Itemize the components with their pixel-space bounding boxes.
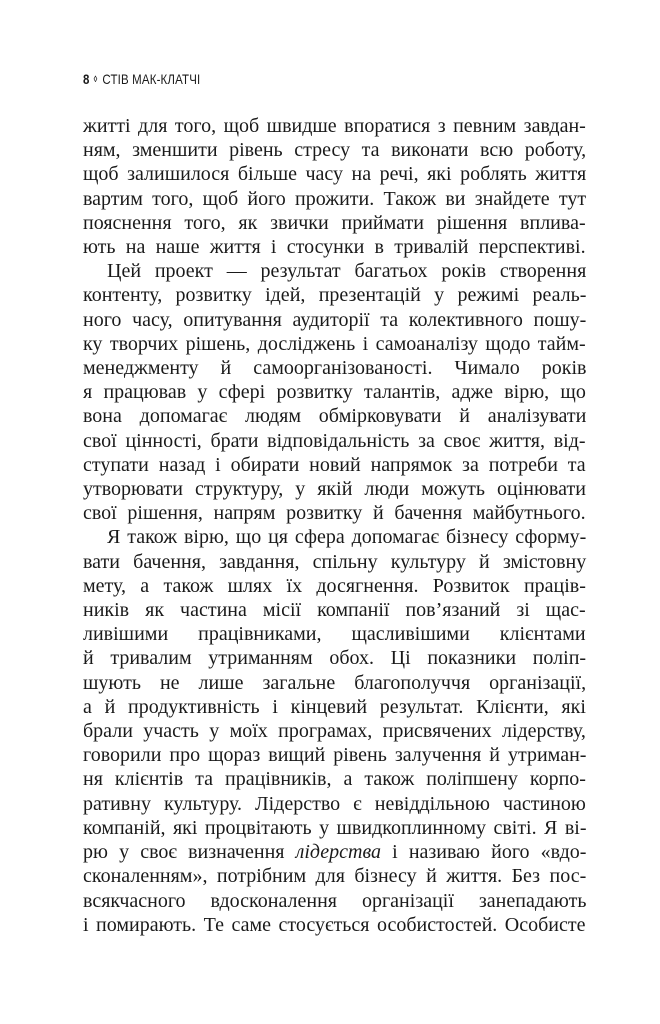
paragraph-1 — [83, 114, 586, 259]
text-line: ного часу, опитування аудиторії та колективного пошу- — [83, 308, 587, 331]
text-line: всякчасного вдосконалення організації занепадають — [83, 889, 587, 912]
paragraph-2 — [83, 259, 586, 525]
text-line: сконаленням», потрібним для бізнесу й життя. Без пос- — [83, 865, 587, 888]
page-number: 8 — [83, 71, 90, 87]
text-line: шують не лише загальне благополуччя організації, — [83, 671, 587, 694]
text-line: пояснення того, як звички приймати рішення вплива- — [83, 211, 586, 234]
text-line: мету, а також шлях їх досягнення. Розвиток праців- — [83, 574, 586, 597]
text-line: й тривалим утриманням обох. Ці показники поліп- — [83, 647, 587, 670]
text-line: говорили про щораз вищий рівень залучення й утриман- — [83, 744, 587, 767]
text-line: а й продуктивність і кінцевий результат. Клієнти, які — [83, 695, 586, 718]
text-line: ливішими працівниками, щасливішими клієнтами — [83, 623, 586, 646]
text-line: ративну культуру. Лідерство є невіддільною частиною — [83, 792, 586, 815]
text-line: вати бачення, завдання, спільну культуру й змістовну — [83, 550, 587, 573]
text-line: житті для того, щоб швидше впоратися з певним завдан- — [83, 115, 586, 137]
text-line: і помирають. Те саме стосується особистостей. Особисте — [83, 913, 586, 936]
body-text — [83, 114, 586, 937]
text-line: свої цінності, брати відповідальність за своє життя, від- — [83, 429, 586, 452]
text-line: менеджменту й самоорганізованості. Чимало років — [83, 357, 587, 380]
text-line: ням, зменшити рівень стресу та виконати всю роботу, — [83, 139, 587, 162]
text-line: ють на наше життя і стосунки в тривалій перспективі. — [83, 236, 586, 259]
text-line: я працював у сфері розвитку талантів, адже вірю, що — [83, 381, 586, 404]
text-line: Цей проект — результат багатьох років створення — [107, 260, 587, 283]
text-line: вартим того, щоб його прожити. Також ви знайдете тут — [83, 187, 587, 210]
text-line: щоб залишилося більше часу на речі, які роблять життя — [83, 163, 587, 186]
text-line: ступати назад і обирати новий напрямок за потреби та — [83, 453, 586, 476]
separator-diamond-icon: ◊ — [93, 74, 98, 84]
text-line: Я також вірю, що ця сфера допомагає бізнесу сформу- — [107, 526, 587, 549]
text-line: контенту, розвитку ідей, презентацій у режимі реаль- — [83, 284, 587, 307]
text-line: брали участь у моїх програмах, присвячених лідерству, — [83, 720, 586, 743]
text-line: ня клієнтів та працівників, а також поліпшену корпо- — [83, 768, 586, 791]
text-line: ників як частина місії компанії пов’язаний зі щас- — [83, 599, 586, 622]
text-line: ку творчих рішень, досліджень і самоаналізу щодо тайм- — [83, 332, 586, 355]
emphasized-word: лідерства — [295, 841, 381, 864]
text-line: компаній, які процвітають у швидкоплинному світі. Я ві- — [83, 816, 587, 839]
text-line: утворювати структуру, у якій люди можуть оцінювати — [83, 478, 586, 501]
text-line: свої рішення, напрям розвитку й бачення майбутнього. — [83, 502, 586, 525]
text-line-with-emphasis: рю у своє визначення лідерства і називаю його «вдо- — [83, 841, 587, 864]
author-name: СТІВ МАК-КЛАТЧІ — [102, 71, 201, 87]
running-head — [83, 71, 200, 87]
text-line: вона допомагає людям обмірковувати й аналізувати — [83, 405, 587, 428]
paragraph-3 — [83, 525, 586, 936]
